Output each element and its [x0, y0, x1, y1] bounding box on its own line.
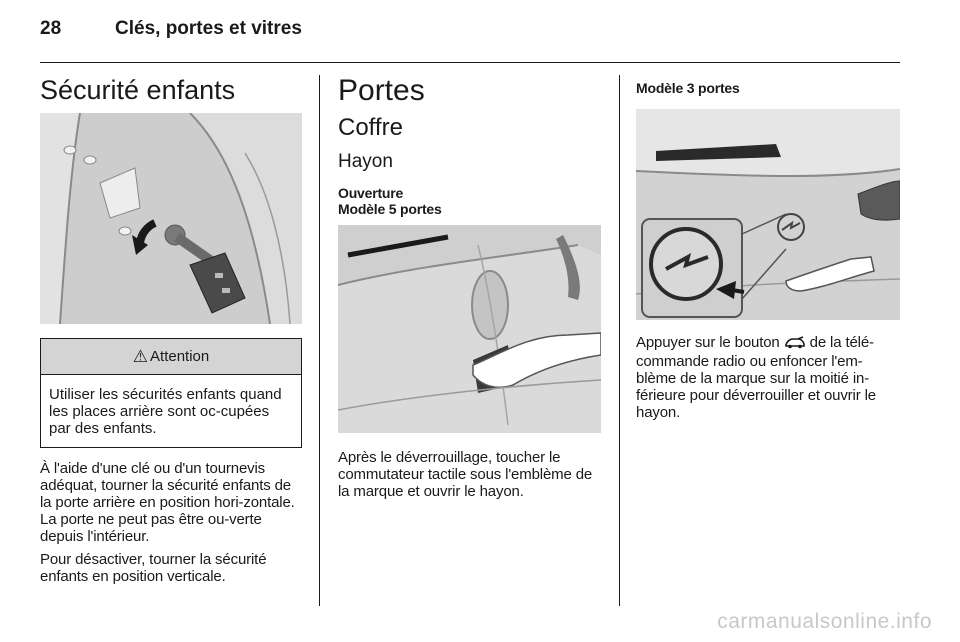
attention-text: Utiliser les sécurités enfants quand les places arrière sont oc-cupées par des enfants. — [49, 386, 282, 437]
tailgate-3-door-illustration — [636, 109, 900, 320]
section-title-doors: Portes — [338, 74, 425, 107]
paragraph-touch-switch: Après le déverrouillage, toucher le commutateur tactile sous l'emblème de la marque et ouvrir le hayon. — [338, 449, 593, 500]
column-divider-2 — [619, 75, 620, 606]
paragraph-press-button — [636, 334, 900, 421]
tailgate-5-door-illustration — [338, 225, 601, 433]
attention-header — [41, 339, 301, 375]
attention-label: Attention — [150, 348, 210, 365]
page-number: 28 — [40, 18, 62, 39]
header-divider — [40, 62, 900, 63]
warning-triangle-icon: ⚠ — [132, 346, 149, 366]
paragraph-instructions: À l'aide d'une clé ou d'un tournevis adéquat, tourner la sécurité enfants de la porte arrière en position hori-zontale. La porte ne peut pas être ou-verte depuis l'intérieur. — [40, 460, 295, 545]
car-tailgate-icon — [784, 336, 806, 353]
chapter-title: Clés, portes et vitres — [115, 18, 302, 39]
child-lock-illustration — [40, 113, 302, 324]
watermark: carmanualsonline.info — [717, 610, 932, 633]
paragraph-text-start: Appuyer sur le bouton — [636, 334, 784, 351]
section-title-child-safety: Sécurité enfants — [40, 75, 236, 105]
column-child-safety — [40, 75, 302, 585]
label-opening: Ouverture — [338, 185, 404, 201]
column-divider-1 — [319, 75, 320, 606]
paragraph-deactivate: Pour désactiver, tourner la sécurité enfants en position verticale. — [40, 551, 267, 585]
column-doors — [338, 75, 601, 500]
paragraph-text-end: de la télé-commande radio ou enfoncer l'em-blème de la marque sur la moitié in-férieure pour déverrouiller et ouvrir le hayon. — [636, 334, 876, 421]
label-model-5-doors: Modèle 5 portes — [338, 201, 442, 217]
subsection-title-tailgate: Hayon — [338, 151, 393, 172]
column-3-door — [636, 75, 900, 421]
attention-box — [40, 338, 302, 448]
subsection-title-trunk: Coffre — [338, 114, 403, 141]
label-model-3-doors: Modèle 3 portes — [636, 80, 740, 96]
